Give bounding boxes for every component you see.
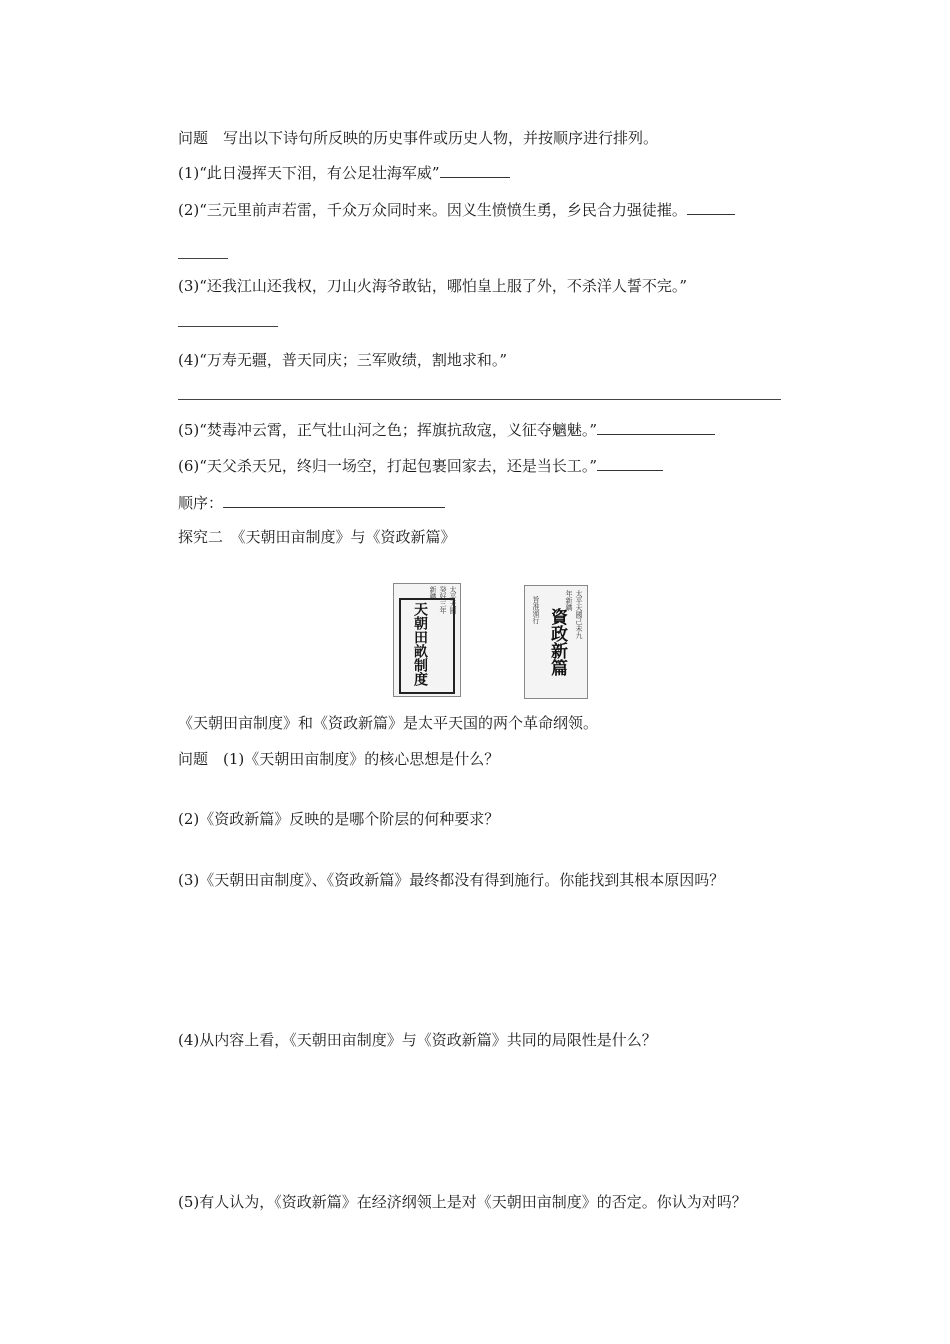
poem-item-1 (178, 163, 510, 183)
analysis-question-4: (4)从内容上看，《天朝田亩制度》与《资政新篇》共同的局限性是什么？ (178, 1031, 657, 1049)
programs-description: 《天朝田亩制度》和《资政新篇》是太平天国的两个革命纲领。 (178, 714, 599, 732)
poem-text-4: (4)“万寿无疆，普天同庆；三军败绩，割地求和。” (178, 351, 508, 369)
answer-blank-2-cont[interactable] (178, 258, 228, 259)
poem-text-1: (1)“此日漫挥天下泪，有公足壮海军威” (178, 164, 440, 182)
answer-blank-4[interactable] (178, 399, 781, 400)
answer-blank-5[interactable] (597, 420, 715, 435)
cover2-sub: 旨准頒行 (532, 596, 540, 624)
answer-blank-2[interactable] (687, 200, 735, 215)
cover-image-zizheng (524, 585, 588, 699)
order-blank[interactable] (223, 493, 445, 508)
cover1-title: 天朝田畝制度 (412, 602, 428, 686)
poem-item-2 (178, 200, 735, 220)
cover2-header: 太平天國己未九年新鐫 (565, 590, 583, 639)
poem-item-6 (178, 456, 663, 476)
cover-image-tianchao (393, 583, 461, 697)
poem-item-3 (178, 276, 687, 296)
cover2-title: 資政新篇 (547, 608, 567, 676)
poem-text-2: (2)“三元里前声若雷，千众万众同时来。因义生愤愤生勇，乡民合力强徒摧。 (178, 201, 687, 219)
order-line (178, 493, 445, 513)
answer-blank-1[interactable] (440, 163, 510, 178)
question-intro: 问题 写出以下诗句所反映的历史事件或历史人物，并按顺序进行排列。 (178, 129, 659, 147)
analysis-question-3: (3)《天朝田亩制度》、《资政新篇》最终都没有得到施行。你能找到其根本原因吗？ (178, 871, 725, 889)
section2-heading: 探究二 《天朝田亩制度》与《资政新篇》 (178, 528, 456, 546)
analysis-question-5: (5)有人认为，《资政新篇》在经济纲领上是对《天朝田亩制度》的否定。你认为对吗？ (178, 1193, 747, 1211)
cover1-header: 太平天國癸好三年新鐫 (429, 586, 457, 614)
poem-item-4 (178, 350, 507, 370)
poem-text-5: (5)“焚毒冲云霄，正气壮山河之色；挥旗抗敌寇，义征夺魑魅。” (178, 421, 598, 439)
answer-blank-3[interactable] (178, 326, 278, 327)
poem-text-6: (6)“天父杀天兄，终归一场空，打起包裹回家去，还是当长工。” (178, 457, 598, 475)
poem-item-5 (178, 420, 715, 440)
analysis-question-2: (2)《资政新篇》反映的是哪个阶层的何种要求？ (178, 810, 500, 828)
order-label: 顺序： (178, 494, 224, 512)
answer-blank-6[interactable] (597, 456, 663, 471)
analysis-question-1: 问题 (1)《天朝田亩制度》的核心思想是什么？ (178, 750, 500, 768)
poem-text-3: (3)“还我江山还我权，刀山火海爷敢钻，哪怕皇上服了外，不杀洋人誓不完。” (178, 277, 688, 295)
